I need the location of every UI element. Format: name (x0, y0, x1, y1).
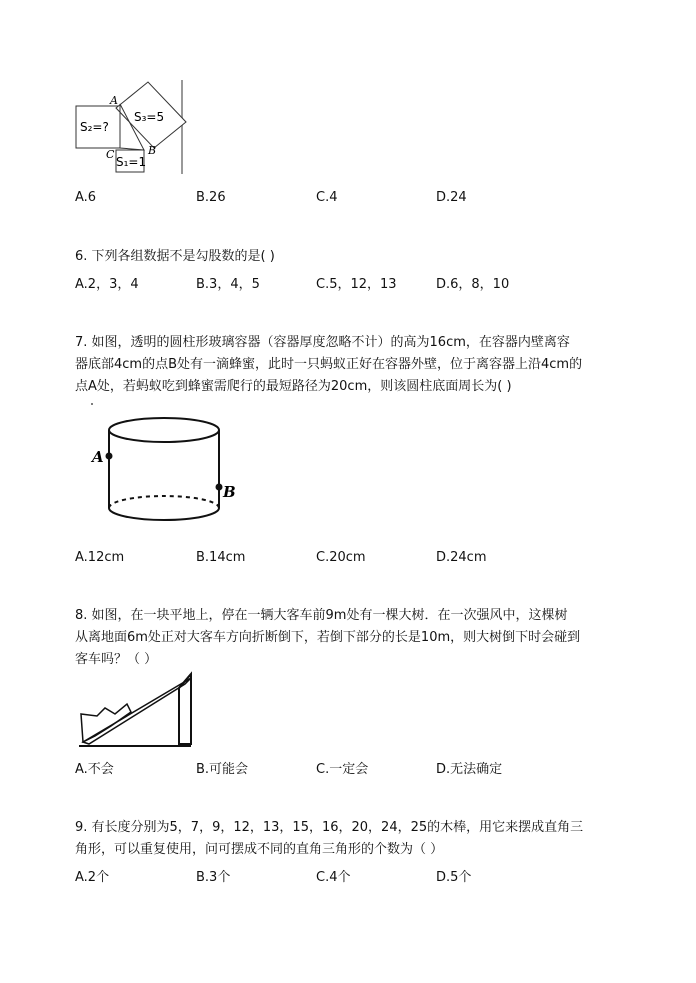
q7-option-d[interactable]: D.24cm (436, 550, 487, 565)
fig-label-s3: S₃=5 (134, 110, 165, 124)
q6-stem: 6. 下列各组数据不是勾股数的是( ) (75, 249, 275, 264)
q9-option-b[interactable]: B.3个 (196, 870, 231, 885)
fig-point-b: B (148, 144, 157, 157)
q8-stem-line1: 8. 如图，在一块平地上，停在一辆大客车前9m处有一棵大树．在一次强风中，这棵树 (75, 608, 568, 623)
q8-option-b[interactable]: B.可能会 (196, 762, 249, 777)
q6-option-a[interactable]: A.2，3，4 (75, 277, 139, 292)
q7-option-a[interactable]: A.12cm (75, 550, 125, 565)
q9-stem-line2: 角形，可以重复使用，问可摆成不同的直角三角形的个数为（ ） (75, 842, 444, 857)
q7-stem-line1: 7. 如图，透明的圆柱形玻璃容器（容器厚度忽略不计）的高为16cm，在容器内壁离容 (75, 335, 570, 350)
q6-option-b[interactable]: B.3，4，5 (196, 277, 260, 292)
q8-option-a[interactable]: A.不会 (75, 762, 114, 777)
fig-label-s1: S₁=1 (116, 155, 147, 169)
q6-option-c[interactable]: C.5，12，13 (316, 277, 397, 292)
q9-option-c[interactable]: C.4个 (316, 870, 351, 885)
cylinder-figure (88, 400, 248, 540)
q5-option-b[interactable]: B.26 (196, 190, 226, 205)
q7-stem-line3: 点A处，若蚂蚁吃到蜂蜜需爬行的最短路径为20cm，则该圆柱底面周长为( ) (75, 379, 512, 394)
fig-label-s2: S₂=? (80, 120, 109, 134)
q6-option-d[interactable]: D.6，8，10 (436, 277, 510, 292)
q8-option-c[interactable]: C.一定会 (316, 762, 369, 777)
fig-point-c: C (106, 148, 115, 161)
q7-option-c[interactable]: C.20cm (316, 550, 366, 565)
q7-option-b[interactable]: B.14cm (196, 550, 246, 565)
q5-option-a[interactable]: A.6 (75, 190, 97, 205)
tree-bus-figure (75, 670, 200, 752)
q8-option-d[interactable]: D.无法确定 (436, 762, 503, 777)
q8-stem-line3: 客车吗？（ ） (75, 652, 158, 667)
q7-stem-line2: 器底部4cm的点B处有一滴蜂蜜，此时一只蚂蚁正好在容器外壁，位于离容器上沿4cm的 (75, 357, 583, 372)
q8-stem-line2: 从离地面6m处正对大客车方向折断倒下，若倒下部分的长是10m，则大树倒下时会碰到 (75, 630, 581, 645)
q9-stem-line1: 9. 有长度分别为5，7，9，12，13，15，16，20，24，25的木棒，用它来摆成直角三 (75, 820, 584, 835)
q5-option-c[interactable]: C.4 (316, 190, 338, 205)
fig-point-a: A (110, 94, 118, 107)
cyl-point-a: A (92, 448, 104, 466)
q5-option-d[interactable]: D.24 (436, 190, 467, 205)
squares-figure (70, 78, 195, 178)
q9-option-d[interactable]: D.5个 (436, 870, 472, 885)
q9-option-a[interactable]: A.2个 (75, 870, 110, 885)
cyl-point-b: B (223, 483, 236, 501)
